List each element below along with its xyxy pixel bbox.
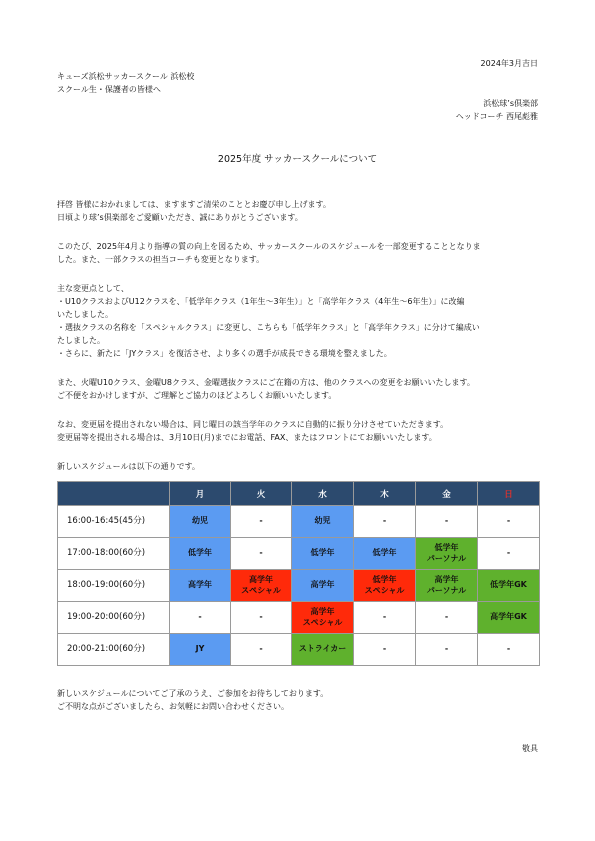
page-title: 2025年度 サッカースクールについて	[217, 154, 378, 165]
class-cell: -	[416, 506, 478, 538]
class-cell: 高学年GK	[478, 602, 540, 634]
class-cell: -	[416, 634, 478, 666]
changes-line: ・U10クラスおよびU12クラスを、「低学年クラス（1年生〜3年生）」と「高学年クラス（4年生〜6年生）」に改編	[57, 297, 465, 306]
class-cell: 高学年 スペシャル	[231, 570, 292, 602]
changes-line: たしました。	[57, 336, 105, 345]
class-cell: -	[478, 506, 540, 538]
sender-club: 浜松球’s倶楽部	[483, 99, 538, 108]
day-header-wed: 水	[292, 482, 354, 506]
schedule-intro: 新しいスケジュールは以下の通りです。	[57, 462, 200, 471]
class-cell: -	[231, 634, 292, 666]
table-row	[58, 570, 540, 602]
time-slot: 16:00-16:45(45分)	[58, 506, 170, 538]
class-cell: 低学年	[354, 538, 416, 570]
class-cell: 高学年	[292, 570, 354, 602]
day-header-mon: 月	[170, 482, 231, 506]
class-cell: -	[231, 538, 292, 570]
class-cell: -	[354, 634, 416, 666]
changes-line: ・選抜クラスの名称を「スペシャルクラス」に変更し、こちらも「低学年クラス」と「高学年クラス」に分けて編成い	[57, 323, 480, 332]
table-row	[58, 538, 540, 570]
day-header-fri: 金	[416, 482, 478, 506]
class-cell: 高学年	[170, 570, 231, 602]
closing-line: 新しいスケジュールについてご了承のうえ、ご参加をお待ちしております。	[57, 689, 329, 698]
class-cell: 低学年	[292, 538, 354, 570]
class-change-line: また、火曜U10クラス、金曜U8クラス、金曜選抜クラスにご在籍の方は、他のクラスへの変更をお願いいたします。	[57, 378, 475, 387]
changes-line: ・さらに、新たに「JYクラス」を復活させ、より多くの選手が成長できる環境を整えました。	[57, 349, 392, 358]
recipient-school: キューズ浜松サッカースクール 浜松校	[57, 72, 195, 81]
table-row	[58, 506, 540, 538]
table-row	[58, 634, 540, 666]
class-cell: 幼児	[170, 506, 231, 538]
header-corner	[58, 482, 170, 506]
class-cell: -	[354, 506, 416, 538]
day-header-sun: 日	[478, 482, 540, 506]
class-cell: 低学年	[170, 538, 231, 570]
time-slot: 19:00-20:00(60分)	[58, 602, 170, 634]
day-header-thu: 木	[354, 482, 416, 506]
sender-coach: ヘッドコーチ 西尾彪雅	[455, 112, 538, 121]
changes-line: いたしました。	[57, 310, 113, 319]
class-change-line: ご不便をおかけしますが、ご理解とご協力のほどよろしくお願いいたします。	[57, 391, 337, 400]
class-cell: -	[354, 602, 416, 634]
time-slot: 18:00-19:00(60分)	[58, 570, 170, 602]
time-slot: 17:00-18:00(60分)	[58, 538, 170, 570]
changes-line: 主な変更点として、	[57, 284, 129, 293]
schedule-header-row	[58, 482, 540, 506]
class-cell: -	[478, 538, 540, 570]
time-slot: 20:00-21:00(60分)	[58, 634, 170, 666]
class-cell: -	[231, 506, 292, 538]
class-cell: -	[231, 602, 292, 634]
table-row	[58, 602, 540, 634]
class-cell: -	[170, 602, 231, 634]
closing-line: ご不明な点がございましたら、お気軽にお問い合わせください。	[57, 702, 289, 711]
class-cell: 低学年 スペシャル	[354, 570, 416, 602]
greeting-line: 日頃より球’s倶楽部をご愛顧いただき、誠にありがとうございます。	[57, 213, 303, 222]
class-cell: 高学年 スペシャル	[292, 602, 354, 634]
deadline-line: 変更届等を提出される場合は、3月10日(月)までにお電話、FAX、またはフロントにてお願いいたします。	[57, 433, 437, 442]
class-cell: ストライカー	[292, 634, 354, 666]
deadline-line: なお、変更届を提出されない場合は、同じ曜日の該当学年のクラスに自動的に振り分けさせていただきます。	[57, 420, 449, 429]
class-cell: 低学年 パーソナル	[416, 538, 478, 570]
class-cell: 高学年 パーソナル	[416, 570, 478, 602]
announcement-line: このたび、2025年4月より指導の質の向上を図るため、サッカースクールのスケジュールを一部変更することとなりま	[57, 242, 481, 251]
greeting-line: 拝啓 皆様におかれましては、ますますご清栄のこととお慶び申し上げます。	[57, 200, 331, 209]
class-cell: -	[478, 634, 540, 666]
class-cell: JY	[170, 634, 231, 666]
signoff: 敬具	[522, 744, 538, 753]
document-date: 2024年3月吉日	[480, 59, 538, 68]
announcement-line: した。また、一部クラスの担当コーチも変更となります。	[57, 255, 265, 264]
class-cell: 幼児	[292, 506, 354, 538]
class-cell: -	[416, 602, 478, 634]
class-cell: 低学年GK	[478, 570, 540, 602]
recipient-audience: スクール生・保護者の皆様へ	[57, 85, 161, 94]
schedule-table	[57, 481, 540, 666]
day-header-tue: 火	[231, 482, 292, 506]
